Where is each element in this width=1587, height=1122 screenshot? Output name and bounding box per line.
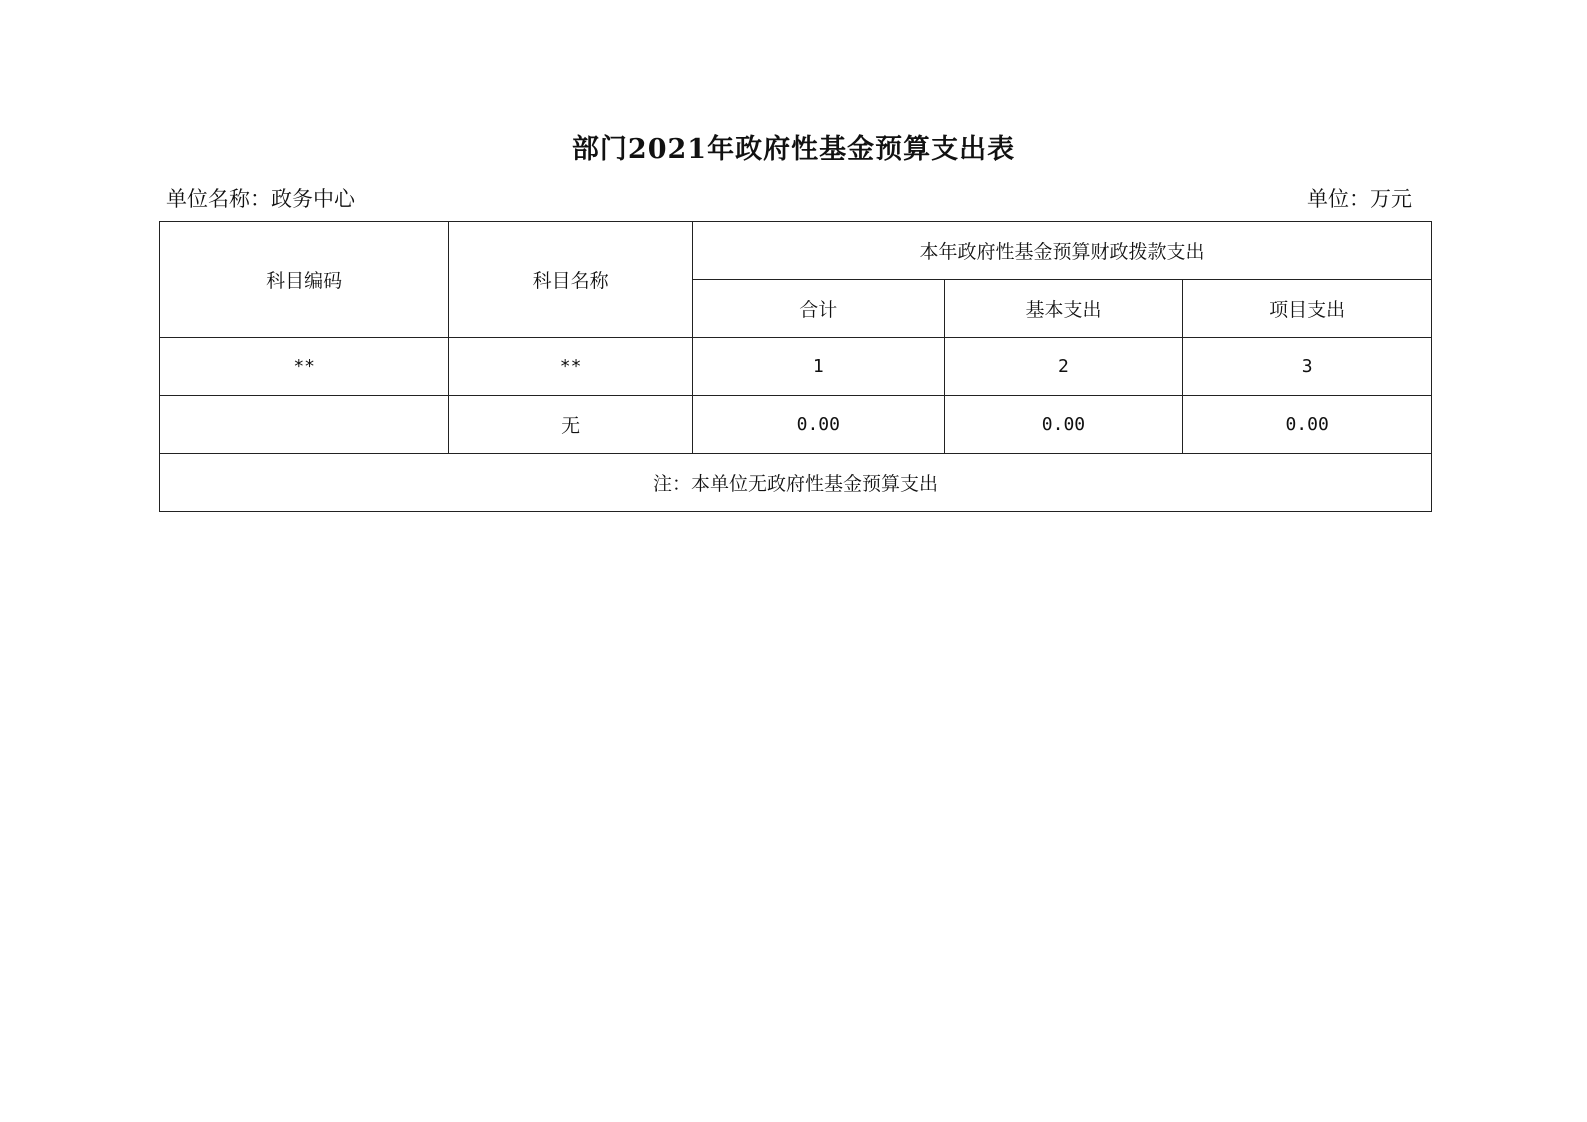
note-row <box>160 454 1432 512</box>
index-row <box>160 338 1432 396</box>
header-project-expenditure: 项目支出 <box>1183 280 1432 338</box>
header-subject-name: 科目名称 <box>449 222 693 338</box>
table-cell: ** <box>160 338 449 396</box>
table-cell <box>160 396 449 454</box>
table-note: 注：本单位无政府性基金预算支出 <box>160 454 1432 512</box>
table-cell: 2 <box>944 338 1183 396</box>
table-cell: 无 <box>449 396 693 454</box>
header-total: 合计 <box>692 280 944 338</box>
unit-label: 单位：万元 <box>1307 187 1412 211</box>
header-group: 本年政府性基金预算财政拨款支出 <box>692 222 1431 280</box>
unit-name-label: 单位名称：政务中心 <box>166 187 355 211</box>
table-row <box>160 396 1432 454</box>
table-cell: 3 <box>1183 338 1432 396</box>
header-row <box>160 222 1432 280</box>
table-cell: ** <box>449 338 693 396</box>
header-subject-code: 科目编码 <box>160 222 449 338</box>
table-cell: 0.00 <box>944 396 1183 454</box>
table-cell: 0.00 <box>1183 396 1432 454</box>
table-cell: 0.00 <box>692 396 944 454</box>
budget-table <box>159 221 1432 512</box>
page-title: 部门2021年政府性基金预算支出表 <box>571 134 1016 165</box>
header-basic-expenditure: 基本支出 <box>944 280 1183 338</box>
table-cell: 1 <box>692 338 944 396</box>
